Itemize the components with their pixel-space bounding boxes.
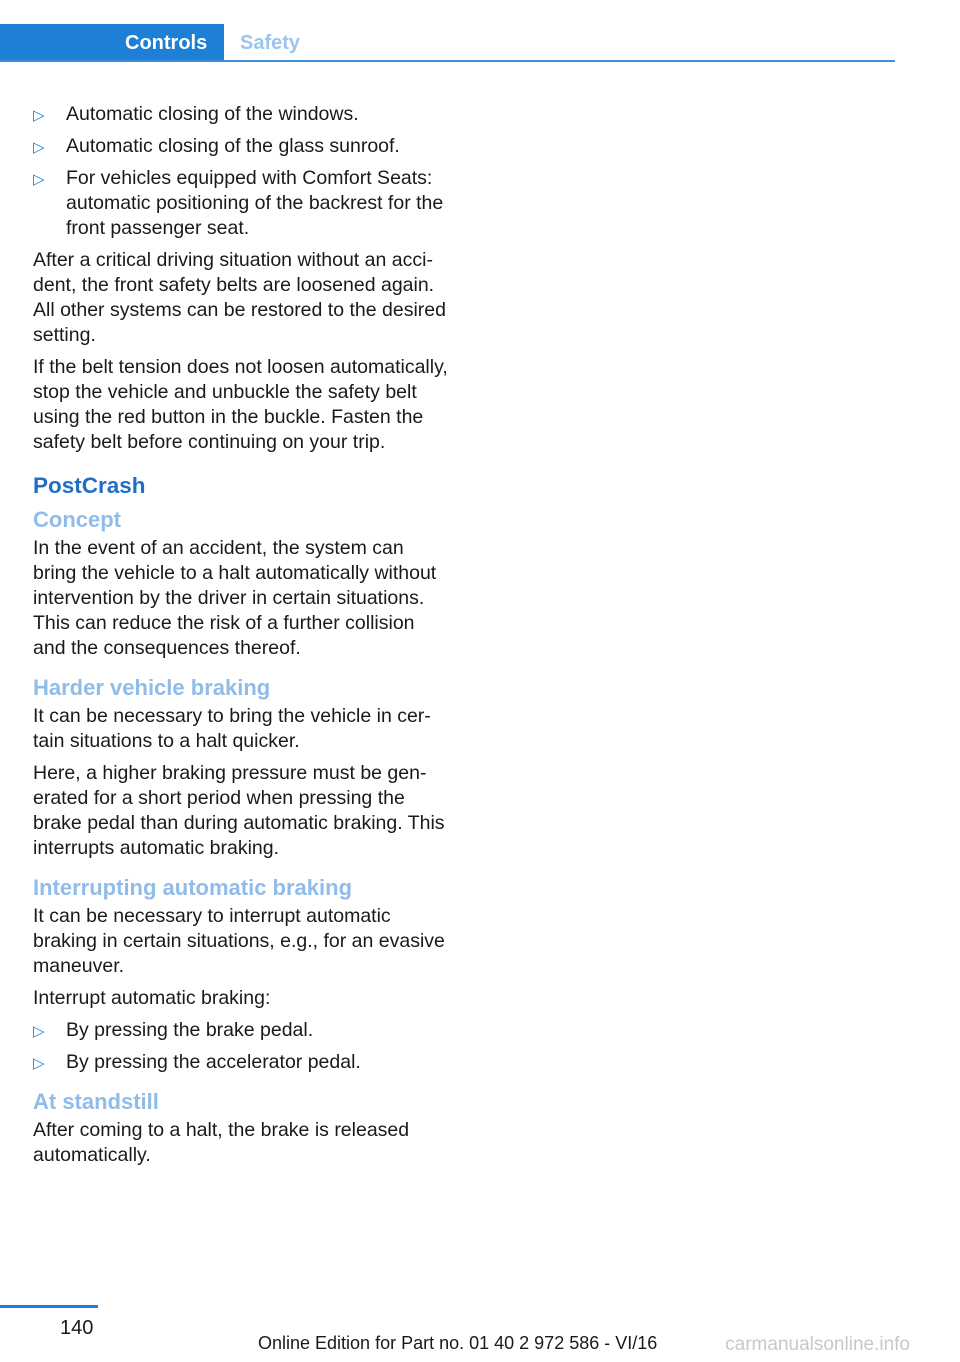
heading-concept: Concept (33, 507, 121, 532)
triangle-bullet-icon: ▷ (33, 171, 45, 188)
triangle-bullet-icon: ▷ (33, 139, 45, 156)
tab-controls[interactable] (0, 24, 224, 62)
list-item (33, 102, 451, 127)
list-item-text: Automatic closing of the glass sunroof. (66, 135, 400, 157)
paragraph-concept: In the event of an accident, the system can bring the vehicle to a halt automatically without intervention by the driver in certain situations. This can reduce the risk of a further collision and the consequences thereof. (33, 537, 437, 659)
list-item (33, 1050, 451, 1075)
tab-safety[interactable]: Safety (240, 32, 301, 54)
list-item-text: Automatic closing of the windows. (66, 103, 359, 125)
paragraph-standstill: After coming to a halt, the brake is released automatically. (33, 1119, 410, 1166)
list-item (33, 134, 451, 159)
paragraph-interrupting-1: It can be necessary to interrupt automatic braking in certain situations, e.g., for an evasive maneuver. (33, 905, 445, 977)
triangle-bullet-icon: ▷ (33, 107, 45, 124)
triangle-bullet-icon: ▷ (33, 1055, 45, 1072)
footer-rule (0, 1305, 98, 1308)
paragraph-interrupting-2: Interrupt automatic braking: (33, 987, 271, 1009)
list-item-text: By pressing the brake pedal. (66, 1019, 314, 1041)
heading-at-standstill: At standstill (33, 1089, 159, 1114)
list-item (33, 166, 451, 241)
page-content (33, 102, 451, 1175)
edition-text: Online Edition for Part no. 01 40 2 972 586 - VI/16 (258, 1333, 658, 1353)
triangle-bullet-icon: ▷ (33, 1023, 45, 1040)
list-item-text: For vehicles equipped with Comfort Seats: automatic positioning of the backrest for the front passenger seat. (66, 167, 444, 239)
list-item (33, 1018, 451, 1043)
paragraph-harder-2: Here, a higher braking pressure must be generated for a short period when pressing the brake pedal than during automatic braking. This interrupts automatic braking. (33, 762, 445, 859)
heading-harder-braking: Harder vehicle braking (33, 675, 271, 700)
paragraph-harder-1: It can be necessary to bring the vehicle in certain situations to a halt quicker. (33, 705, 431, 752)
page-number: 140 (60, 1317, 94, 1339)
heading-interrupting-braking: Interrupting automatic braking (33, 875, 353, 900)
list-item-text: By pressing the accelerator pedal. (66, 1051, 361, 1073)
header-rule (0, 60, 895, 62)
header-tabbar (0, 24, 895, 62)
paragraph-belt-tension: If the belt tension does not loosen automatically, stop the vehicle and unbuckle the safety belt using the red button in the buckle. Fasten the safety belt before continuing on your trip. (33, 356, 448, 453)
section-title-postcrash: PostCrash (33, 473, 146, 498)
paragraph-belts-loosened: After a critical driving situation without an accident, the front safety belts are loosened again. All other systems can be restored to the desired setting. (33, 249, 446, 346)
tab-controls-label: Controls (125, 32, 208, 54)
watermark: carmanualsonline.info (725, 1334, 910, 1355)
